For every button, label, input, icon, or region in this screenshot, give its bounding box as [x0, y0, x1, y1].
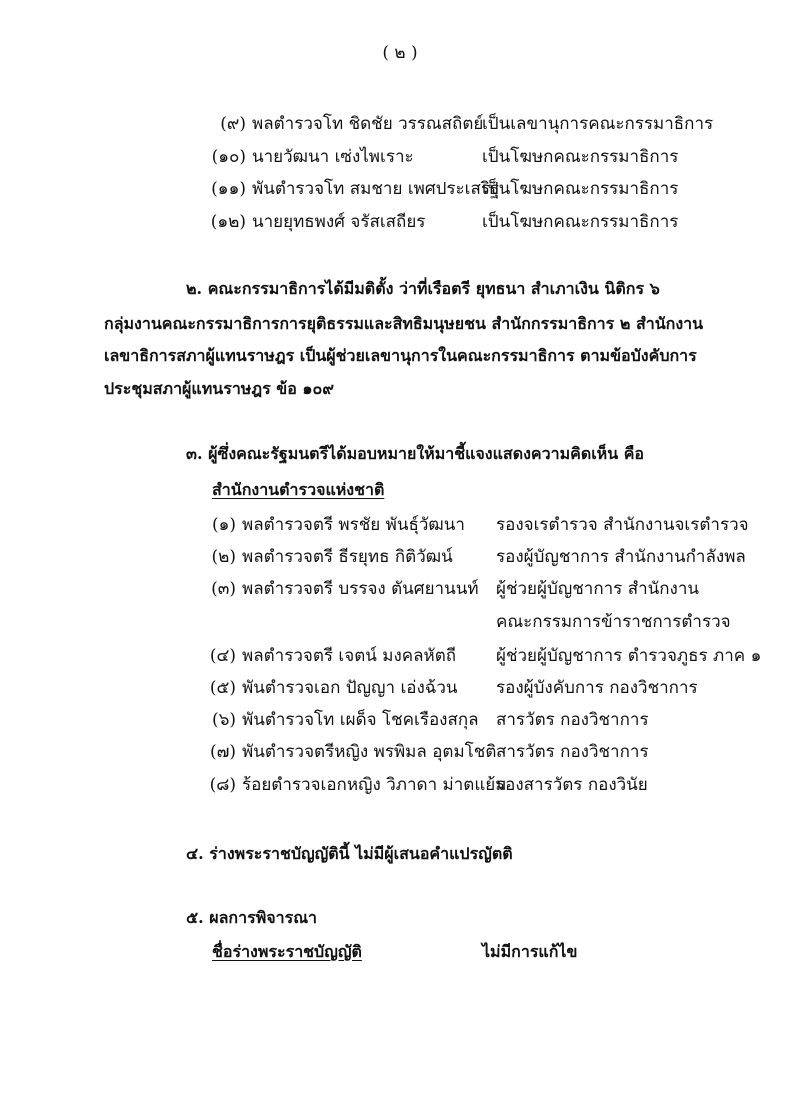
official-name: ร้อยตำรวจเอกหญิง วิภาดา ม่าตแย้ม	[242, 775, 507, 795]
member-name: พลตำรวจโท ชิดชัย วรรณสถิตย์	[252, 114, 484, 134]
section4-text: ๔. ร่างพระราชบัญญัตินี้ ไม่มีผู้เสนอคำแปรญัตติ	[186, 844, 513, 863]
official-number: (๑)	[211, 515, 236, 535]
official-number: (๔)	[209, 646, 236, 666]
official-name: พลตำรวจตรี เจตน์ มงคลหัตถี	[242, 646, 457, 666]
member-number: (๙)	[220, 114, 246, 134]
official-role: รองสารวัตร กองวินัย	[496, 775, 648, 795]
official-number: (๘)	[209, 775, 236, 795]
member-number: (๑๐)	[211, 147, 246, 167]
page-number: ( ๒ )	[382, 43, 418, 63]
member-role: เป็นเลขานุการคณะกรรมาธิการ	[482, 114, 714, 134]
member-name: พันตำรวจโท สมชาย เพศประเสริฐ	[252, 179, 500, 199]
official-role: ผู้ช่วยผู้บัญชาการ ตำรวจภูธร ภาค ๑	[496, 646, 762, 666]
member-role: เป็นโฆษกคณะกรรมาธิการ	[482, 179, 679, 199]
official-role: รองผู้บัญชาการ สำนักงานกำลังพล	[496, 547, 746, 567]
section2-line: ๒. คณะกรรมาธิการได้มีมติตั้ง ว่าที่เรือตรี ยุทธนา สำเภาเงิน นิติกร ๖	[186, 279, 660, 298]
section3-heading: ๓. ผู้ซึ่งคณะรัฐมนตรีได้มอบหมายให้มาชี้แจงแสดงความคิดเห็น คือ	[186, 444, 645, 463]
member-number: (๑๒)	[210, 212, 246, 232]
official-role: สารวัตร กองวิชาการ	[496, 710, 649, 730]
official-name: พลตำรวจตรี พรชัย พันธุ์วัฒนา	[242, 515, 465, 535]
member-role: เป็นโฆษกคณะกรรมาธิการ	[482, 147, 679, 167]
official-name: พันตำรวจตรีหญิง พรพิมล อุตมโชติ	[242, 742, 497, 762]
member-name: นายยุทธพงศ์ จรัสเสถียร	[252, 212, 426, 232]
section3-agency: สำนักงานตำรวจแห่งชาติ	[212, 480, 385, 499]
section5-heading: ๕. ผลการพิจารณา	[186, 908, 318, 927]
section2-line: กลุ่มงานคณะกรรมาธิการการยุติธรรมและสิทธิมนุษยชน สำนักกรรมาธิการ ๒ สำนักงาน	[104, 314, 704, 333]
official-number: (๓)	[211, 579, 236, 599]
member-number: (๑๑)	[211, 179, 246, 199]
official-name: พลตำรวจตรี ธีรยุทธ กิติวัฒน์	[242, 547, 453, 567]
official-name: พันตำรวจโท เผด็จ โชคเรืองสกุล	[242, 710, 479, 730]
section2-line: เลขาธิการสภาผู้แทนราษฎร เป็นผู้ช่วยเลขานุการในคณะกรรมาธิการ ตามข้อบังคับการ	[104, 346, 697, 365]
official-name: พลตำรวจตรี บรรจง ตันศยานนท์	[242, 579, 479, 599]
official-number: (๒)	[211, 547, 236, 567]
section5-item-result: ไม่มีการแก้ไข	[482, 942, 578, 961]
official-role: สารวัตร กองวิชาการ	[496, 742, 649, 762]
official-role-continued: คณะกรรมการข้าราชการตำรวจ	[496, 612, 731, 632]
official-number: (๗)	[209, 742, 236, 762]
member-role: เป็นโฆษกคณะกรรมาธิการ	[482, 212, 679, 232]
member-name: นายวัฒนา เซ่งไพเราะ	[252, 147, 414, 167]
official-role: รองผู้บังคับการ กองวิชาการ	[496, 678, 698, 698]
official-role: ผู้ช่วยผู้บัญชาการ สำนักงาน	[496, 579, 700, 599]
official-role: รองจเรตำรวจ สำนักงานจเรตำรวจ	[496, 515, 749, 535]
official-number: (๕)	[209, 678, 236, 698]
section2-line: ประชุมสภาผู้แทนราษฎร ข้อ ๑๐๙	[104, 379, 335, 398]
official-number: (๖)	[211, 710, 236, 730]
official-name: พันตำรวจเอก ปัญญา เอ่งฉ้วน	[242, 678, 458, 698]
section5-item-label: ชื่อร่างพระราชบัญญัติ	[212, 942, 362, 961]
